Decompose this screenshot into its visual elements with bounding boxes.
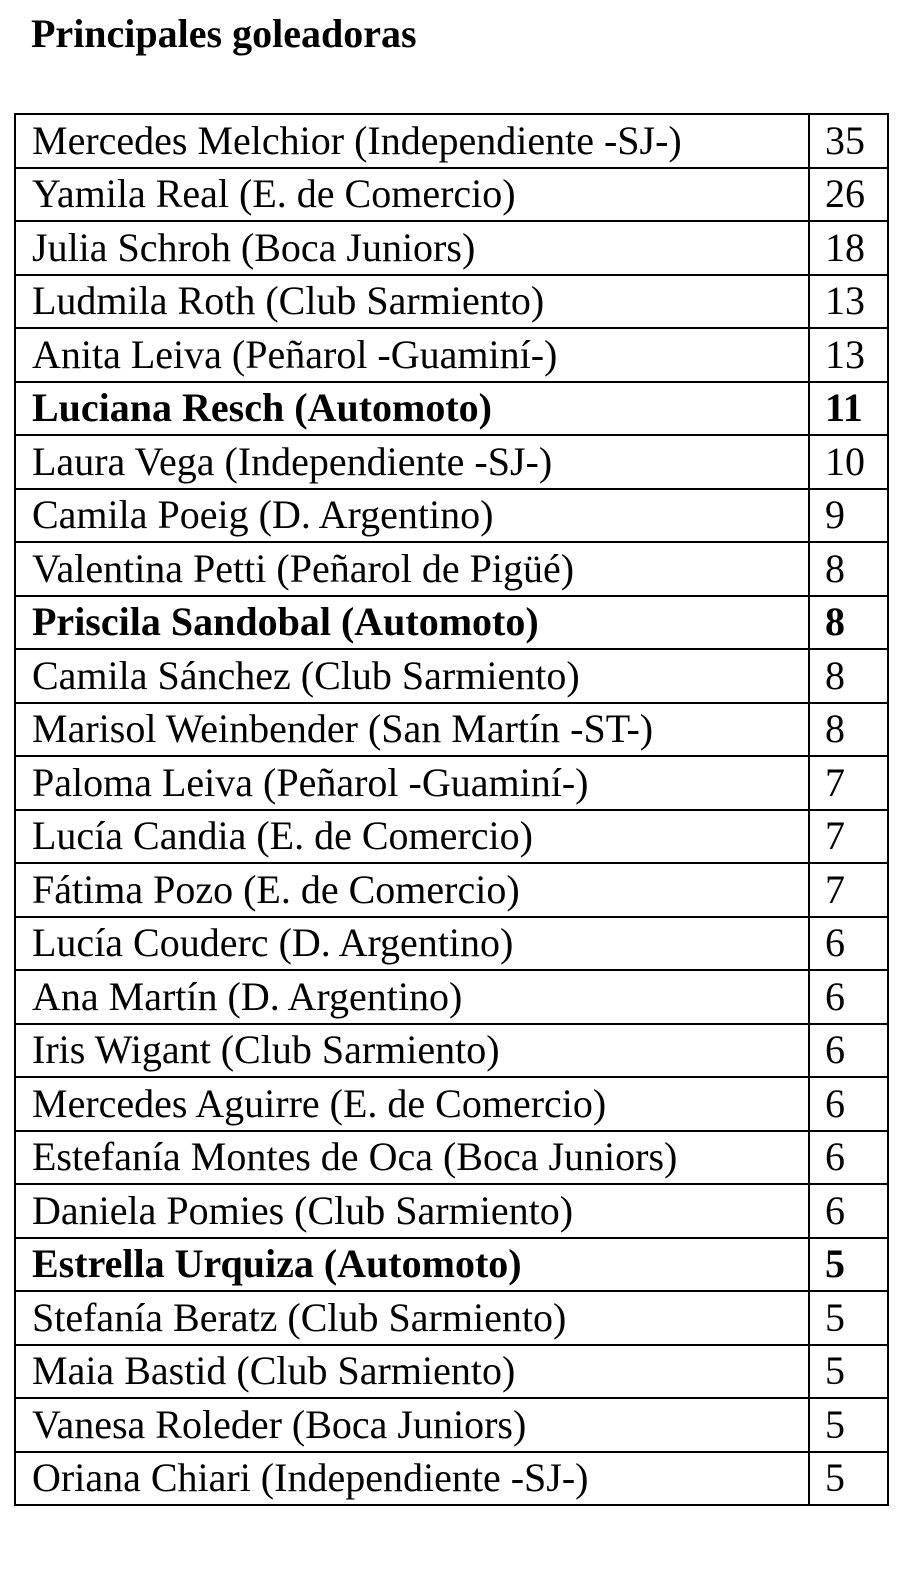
goals-cell: 13 xyxy=(809,328,888,382)
player-name-cell: Iris Wigant (Club Sarmiento) xyxy=(15,1024,809,1078)
table-row xyxy=(15,1024,888,1078)
table-row xyxy=(15,168,888,222)
table-row xyxy=(15,1345,888,1399)
goals-cell: 8 xyxy=(809,649,888,703)
goals-cell: 11 xyxy=(809,382,888,436)
table-row xyxy=(15,489,888,543)
table-row xyxy=(15,1077,888,1131)
player-name-cell: Marisol Weinbender (San Martín -ST-) xyxy=(15,703,809,757)
player-name-cell: Laura Vega (Independiente -SJ-) xyxy=(15,435,809,489)
table-row xyxy=(15,810,888,864)
table-row xyxy=(15,703,888,757)
table-row xyxy=(15,1291,888,1345)
player-name-cell: Camila Poeig (D. Argentino) xyxy=(15,489,809,543)
player-name-cell: Camila Sánchez (Club Sarmiento) xyxy=(15,649,809,703)
goals-cell: 9 xyxy=(809,489,888,543)
player-name-cell: Maia Bastid (Club Sarmiento) xyxy=(15,1345,809,1399)
table-row xyxy=(15,1238,888,1292)
table-row xyxy=(15,114,888,168)
player-name-cell: Oriana Chiari (Independiente -SJ-) xyxy=(15,1452,809,1506)
goals-cell: 5 xyxy=(809,1238,888,1292)
goals-cell: 6 xyxy=(809,1024,888,1078)
player-name-cell: Lucía Couderc (D. Argentino) xyxy=(15,917,809,971)
table-row xyxy=(15,649,888,703)
table-row xyxy=(15,542,888,596)
table-row xyxy=(15,1131,888,1185)
goals-cell: 5 xyxy=(809,1291,888,1345)
table-row xyxy=(15,863,888,917)
player-name-cell: Ana Martín (D. Argentino) xyxy=(15,970,809,1024)
goals-cell: 6 xyxy=(809,970,888,1024)
goals-cell: 7 xyxy=(809,756,888,810)
table-row xyxy=(15,970,888,1024)
table-row xyxy=(15,917,888,971)
table-row xyxy=(15,328,888,382)
player-name-cell: Mercedes Aguirre (E. de Comercio) xyxy=(15,1077,809,1131)
table-row xyxy=(15,1398,888,1452)
table-row xyxy=(15,275,888,329)
player-name-cell: Fátima Pozo (E. de Comercio) xyxy=(15,863,809,917)
player-name-cell: Anita Leiva (Peñarol -Guaminí-) xyxy=(15,328,809,382)
scorers-table xyxy=(14,113,889,1506)
goals-cell: 8 xyxy=(809,596,888,650)
table-row xyxy=(15,435,888,489)
player-name-cell: Mercedes Melchior (Independiente -SJ-) xyxy=(15,114,809,168)
player-name-cell: Paloma Leiva (Peñarol -Guaminí-) xyxy=(15,756,809,810)
player-name-cell: Valentina Petti (Peñarol de Pigüé) xyxy=(15,542,809,596)
player-name-cell: Vanesa Roleder (Boca Juniors) xyxy=(15,1398,809,1452)
table-row xyxy=(15,1452,888,1506)
goals-cell: 6 xyxy=(809,1077,888,1131)
player-name-cell: Daniela Pomies (Club Sarmiento) xyxy=(15,1184,809,1238)
player-name-cell: Estefanía Montes de Oca (Boca Juniors) xyxy=(15,1131,809,1185)
goals-cell: 5 xyxy=(809,1345,888,1399)
table-row xyxy=(15,1184,888,1238)
table-row xyxy=(15,756,888,810)
goals-cell: 13 xyxy=(809,275,888,329)
goals-cell: 26 xyxy=(809,168,888,222)
player-name-cell: Luciana Resch (Automoto) xyxy=(15,382,809,436)
goals-cell: 7 xyxy=(809,863,888,917)
goals-cell: 18 xyxy=(809,221,888,275)
scorers-table-body xyxy=(15,114,888,1505)
player-name-cell: Julia Schroh (Boca Juniors) xyxy=(15,221,809,275)
goals-cell: 5 xyxy=(809,1452,888,1506)
goals-cell: 6 xyxy=(809,917,888,971)
player-name-cell: Lucía Candia (E. de Comercio) xyxy=(15,810,809,864)
goals-cell: 35 xyxy=(809,114,888,168)
goals-cell: 5 xyxy=(809,1398,888,1452)
player-name-cell: Priscila Sandobal (Automoto) xyxy=(15,596,809,650)
player-name-cell: Estrella Urquiza (Automoto) xyxy=(15,1238,809,1292)
table-row xyxy=(15,221,888,275)
player-name-cell: Ludmila Roth (Club Sarmiento) xyxy=(15,275,809,329)
table-row xyxy=(15,382,888,436)
goals-cell: 6 xyxy=(809,1131,888,1185)
goals-cell: 10 xyxy=(809,435,888,489)
goals-cell: 6 xyxy=(809,1184,888,1238)
goals-cell: 7 xyxy=(809,810,888,864)
goals-cell: 8 xyxy=(809,703,888,757)
player-name-cell: Yamila Real (E. de Comercio) xyxy=(15,168,809,222)
player-name-cell: Stefanía Beratz (Club Sarmiento) xyxy=(15,1291,809,1345)
goals-cell: 8 xyxy=(809,542,888,596)
page-title: Principales goleadoras xyxy=(31,11,417,56)
table-row xyxy=(15,596,888,650)
